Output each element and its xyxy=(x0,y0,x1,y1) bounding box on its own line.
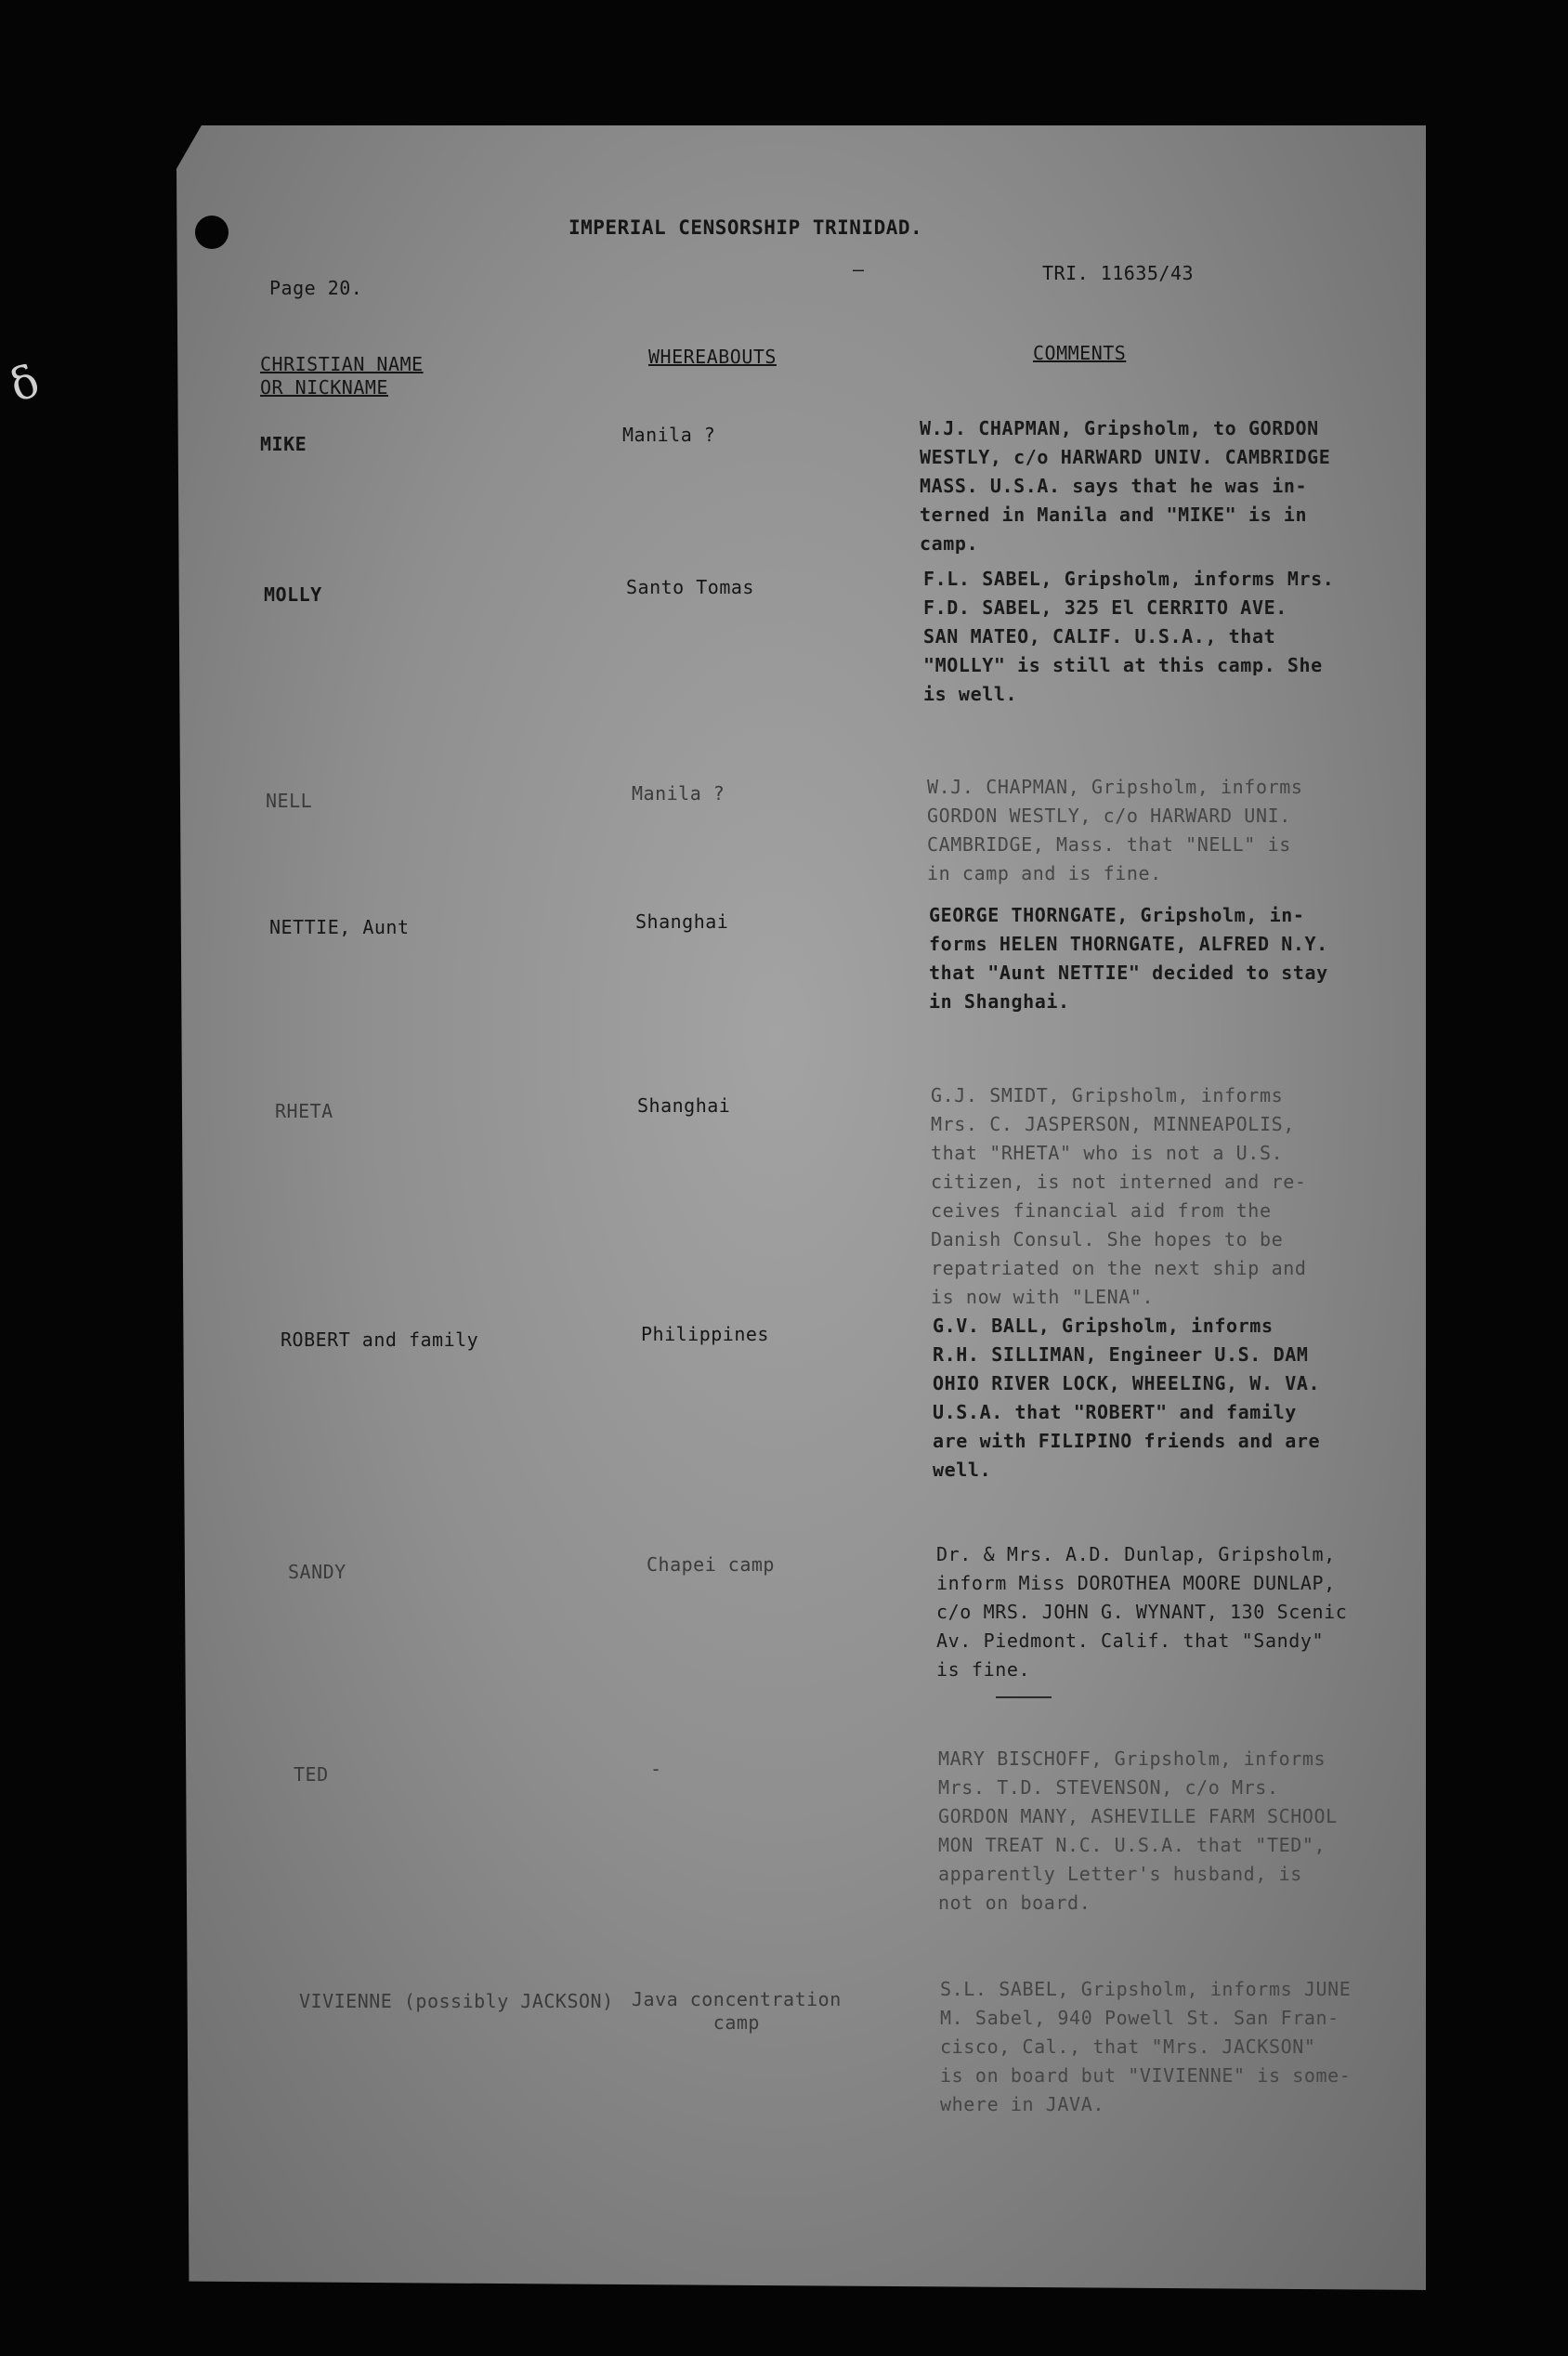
entry-comment: GEORGE THORNGATE, Gripsholm, in- forms HELEN THORNGATE, ALFRED N.Y. that "Aunt NETTIE" decided to stay in Shanghai. xyxy=(929,904,1328,1013)
entry-comment: F.L. SABEL, Gripsholm, informs Mrs. F.D. SABEL, 325 El CERRITO AVE. SAN MATEO, CALIF. U.S.A., that "MOLLY" is still at this camp. She is well. xyxy=(923,568,1335,705)
divider-rule xyxy=(996,1696,1052,1698)
entry-comment: W.J. CHAPMAN, Gripsholm, informs GORDON WESTLY, c/o HARWARD UNI. CAMBRIDGE, Mass. that "NELL" is in camp and is fine. xyxy=(927,776,1303,884)
entry-whereabouts: Shanghai xyxy=(635,910,729,933)
entry-comment: S.L. SABEL, Gripsholm, informs JUNE M. Sabel, 940 Powell St. San Fran- cisco, Cal., that "Mrs. JACKSON" is on board but "VIVIENNE" is some- where in JAVA. xyxy=(940,1978,1352,2115)
reference-number: TRI. 11635/43 xyxy=(1042,262,1195,284)
punch-hole xyxy=(195,216,229,249)
document-title: IMPERIAL CENSORSHIP TRINIDAD. xyxy=(568,216,923,239)
entry-name: NETTIE, Aunt xyxy=(269,916,410,938)
entry-name: RHETA xyxy=(275,1100,333,1122)
entry-comment: G.V. BALL, Gripsholm, informs R.H. SILLIMAN, Engineer U.S. DAM OHIO RIVER LOCK, WHEELING, W. VA. U.S.A. that "ROBERT" and family are with FILIPINO friends and are well. xyxy=(933,1315,1321,1481)
separator-dash: — xyxy=(853,258,865,281)
entry-name: ROBERT and family xyxy=(281,1329,479,1351)
entry-whereabouts: Chapei camp xyxy=(647,1553,775,1576)
page-number: Page 20. xyxy=(269,277,363,299)
entry-comment: MARY BISCHOFF, Gripsholm, informs Mrs. T.D. STEVENSON, c/o Mrs. GORDON MANY, ASHEVILLE FARM SCHOOL MON TREAT N.C. U.S.A. that "TED", apparently Letter's husband, is not on board. xyxy=(938,1747,1338,1914)
whereabouts-column-heading: WHEREABOUTS xyxy=(648,346,777,368)
entry-comment: W.J. CHAPMAN, Gripsholm, to GORDON WESTLY, c/o HARWARD UNIV. CAMBRIDGE MASS. U.S.A. says that he was in- terned in Manila and "MIKE" is in camp. xyxy=(920,417,1331,555)
entry-name: TED xyxy=(294,1763,329,1786)
entry-whereabouts: Shanghai xyxy=(637,1094,731,1117)
entry-whereabouts: Manila ? xyxy=(632,782,725,805)
name-column-heading-line2: OR NICKNAME xyxy=(260,376,388,399)
entry-name: VIVIENNE (possibly JACKSON) xyxy=(299,1990,614,2012)
entry-name: NELL xyxy=(266,790,313,812)
comments-column-heading: COMMENTS xyxy=(1033,342,1127,364)
entry-whereabouts: - xyxy=(650,1758,662,1780)
name-column-heading: CHRISTIAN NAME xyxy=(260,353,424,375)
entry-whereabouts: Java concentration camp xyxy=(632,1988,842,2034)
entry-name: SANDY xyxy=(288,1561,346,1583)
entry-whereabouts: Santo Tomas xyxy=(626,576,754,598)
entry-comment: Dr. & Mrs. A.D. Dunlap, Gripsholm, inform Miss DOROTHEA MOORE DUNLAP, c/o MRS. JOHN G. WYNANT, 130 Scenic Av. Piedmont. Calif. that "Sandy" is fine. xyxy=(936,1543,1348,1681)
entry-name: MIKE xyxy=(260,433,307,455)
entry-whereabouts: Manila ? xyxy=(622,424,716,446)
entry-whereabouts: Philippines xyxy=(641,1323,769,1345)
entry-comment: G.J. SMIDT, Gripsholm, informs Mrs. C. JASPERSON, MINNEAPOLIS, that "RHETA" who is not a U.S. citizen, is not interned and re- ceives financial aid from the Danish Consul. She hopes to be repatriated on the next ship and is now with "LENA". xyxy=(931,1084,1307,1308)
entry-name: MOLLY xyxy=(264,583,322,606)
margin-mark: ẟ xyxy=(3,354,46,413)
